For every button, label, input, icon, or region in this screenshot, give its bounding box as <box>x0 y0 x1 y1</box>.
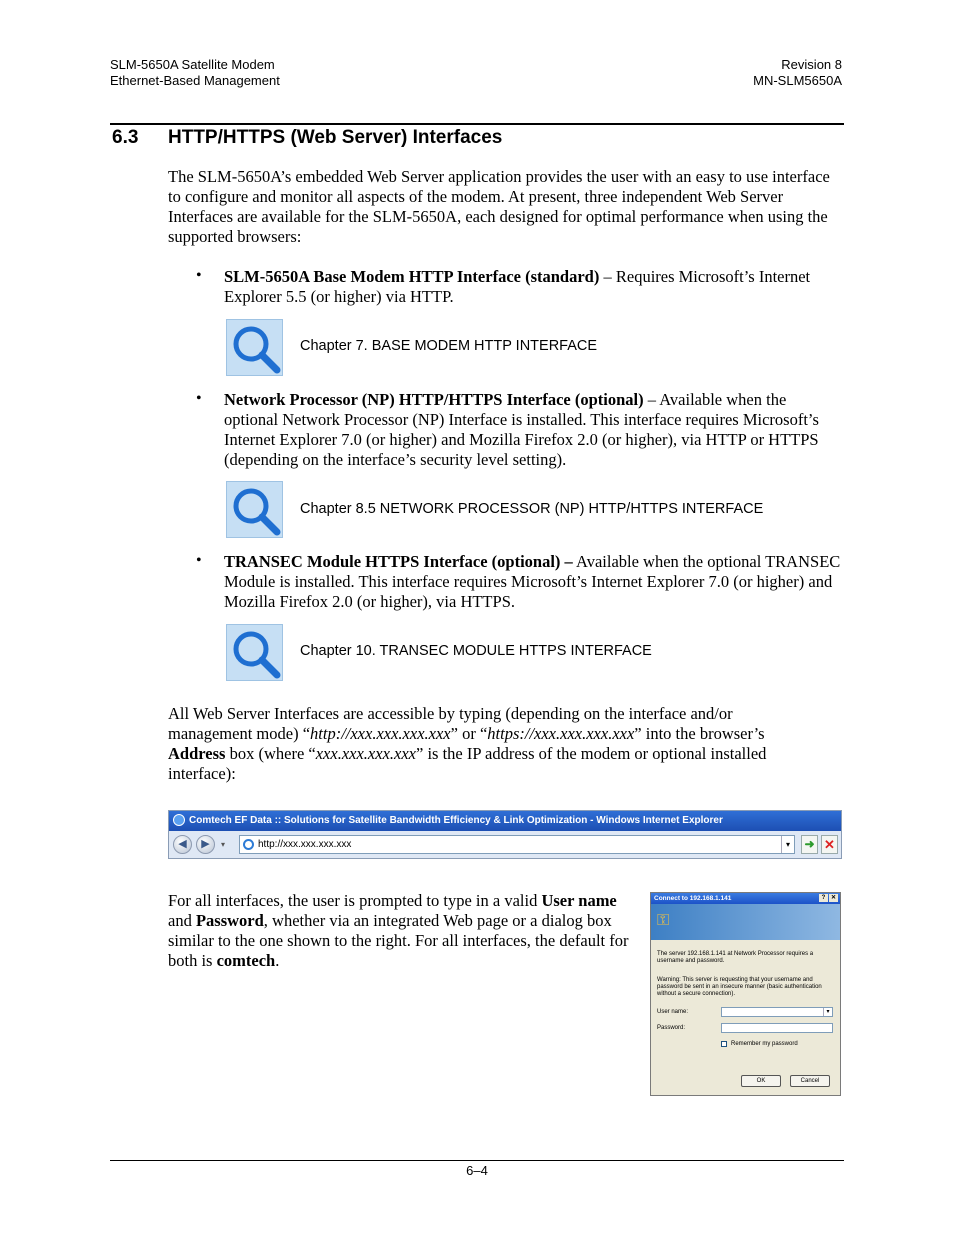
magnifier-reference-icon <box>226 319 283 376</box>
forward-arrow-icon[interactable]: ▶ <box>196 835 215 854</box>
bullet-marker: • <box>196 267 202 284</box>
stop-x-icon[interactable]: ✕ <box>821 835 838 854</box>
header-left <box>110 57 280 89</box>
bullet-item-base-modem <box>224 267 844 307</box>
text-run: All Web Server Interfaces are accessible by typing (depending on the interface and/or management mode) “ <box>168 704 733 743</box>
login-dialog-screenshot <box>650 892 841 1096</box>
ok-button[interactable]: OK <box>741 1075 781 1087</box>
back-arrow-icon[interactable]: ◀ <box>173 835 192 854</box>
browser-title-bar <box>169 811 841 831</box>
user-name-input[interactable] <box>721 1007 833 1017</box>
bullet-title: TRANSEC Module HTTPS Interface (optional) – <box>224 552 573 571</box>
section-number: 6.3 <box>112 127 139 148</box>
dialog-title: Connect to 192.168.1.141 <box>654 895 732 902</box>
bullet-item-network-processor <box>224 390 824 470</box>
keys-icon: ⚿ <box>657 912 670 929</box>
header-right <box>753 57 842 89</box>
bullet-marker: • <box>196 552 202 569</box>
text-run: , whether via an integrated Web page or a dialog box similar to the one shown to the right. For all interfaces, the default for both is <box>168 911 629 970</box>
section-title: HTTP/HTTPS (Web Server) Interfaces <box>168 127 503 148</box>
page-number: 6–4 <box>466 1163 488 1178</box>
bullet-item-transec <box>224 552 844 612</box>
close-icon[interactable]: ✕ <box>830 895 837 901</box>
remember-password-checkbox[interactable] <box>721 1041 727 1047</box>
user-name-label: User name: <box>657 1009 689 1015</box>
login-paragraph <box>168 891 630 971</box>
header-revision: Revision 8 <box>781 57 842 72</box>
address-value: http://xxx.xxx.xxx.xxx <box>258 839 352 850</box>
address-bar-input[interactable] <box>239 835 795 854</box>
bullet-marker: • <box>196 390 202 407</box>
text-run: ” is the IP address of the modem or optional installed interface): <box>168 744 767 783</box>
password-input[interactable] <box>721 1023 833 1033</box>
https-url-example: https://xxx.xxx.xxx.xxx <box>487 724 635 743</box>
history-dropdown-icon[interactable]: ▾ <box>221 840 226 849</box>
ie-logo-icon <box>173 814 185 826</box>
dialog-banner <box>651 904 840 940</box>
user-name-term: User name <box>541 891 617 910</box>
magnifier-reference-icon <box>226 624 283 681</box>
dialog-message: The server 192.168.1.141 at Network Processor requires a username and password. <box>657 951 814 964</box>
password-term: Password <box>195 911 264 930</box>
password-label: Password: <box>657 1025 686 1031</box>
browser-window-screenshot <box>168 810 842 859</box>
address-term: Address <box>168 744 226 763</box>
cancel-button[interactable]: Cancel <box>790 1075 830 1087</box>
default-credential: comtech <box>216 951 276 970</box>
magnifier-reference-icon <box>226 481 283 538</box>
go-arrow-icon[interactable]: ➜ <box>801 835 818 854</box>
text-run: For all interfaces, the user is prompted to type in a valid <box>168 891 542 910</box>
intro-paragraph: The SLM-5650A’s embedded Web Server application provides the user with an easy to use interface to configure and monitor all aspects of the modem. At present, three independent Web Server Interfaces are available for the SLM-5650A, each designed for optimal performance when using the supported browsers: <box>168 167 830 246</box>
reference-chapter-7[interactable]: Chapter 7. BASE MODEM HTTP INTERFACE <box>300 338 598 354</box>
access-paragraph <box>168 704 808 784</box>
browser-title: Comtech EF Data :: Solutions for Satellite Bandwidth Efficiency & Link Optimization - Windows Internet Explorer <box>189 815 723 826</box>
header-rule <box>110 123 844 125</box>
text-run: box (where “ <box>225 744 316 763</box>
dialog-title-bar <box>651 893 840 904</box>
header-subtitle: Ethernet-Based Management <box>110 73 280 88</box>
bullet-text: Available when the optional TRANSEC Module is installed. This interface requires Microsoft’s Internet Explorer 7.0 (or higher) and Mozilla Firefox 2.0 (or higher), via HTTPS. <box>224 552 841 611</box>
text-run: ” or “ <box>450 724 488 743</box>
bullet-text: – Requires Microsoft’s Internet Explorer 5.5 (or higher) via HTTP. <box>224 267 811 306</box>
remember-password-label: Remember my password <box>731 1041 798 1047</box>
reference-chapter-8-5[interactable]: Chapter 8.5 NETWORK PROCESSOR (NP) HTTP/HTTPS INTERFACE <box>300 501 764 517</box>
address-dropdown-icon[interactable]: ▾ <box>781 836 794 853</box>
text-run: ” into the browser’s <box>634 724 765 743</box>
chevron-down-icon[interactable]: ▾ <box>823 1008 832 1016</box>
text-run: and <box>168 911 196 930</box>
ip-placeholder: xxx.xxx.xxx.xxx <box>315 744 416 763</box>
http-url-example: http://xxx.xxx.xxx.xxx <box>310 724 451 743</box>
help-icon[interactable]: ? <box>819 894 828 902</box>
browser-toolbar <box>169 831 841 859</box>
header-product: SLM-5650A Satellite Modem <box>110 57 275 72</box>
text-run: . <box>275 951 280 970</box>
bullet-title: Network Processor (NP) HTTP/HTTPS Interface (optional) <box>224 390 644 409</box>
bullet-title: SLM-5650A Base Modem HTTP Interface (standard) <box>224 267 600 286</box>
header-manual-number: MN-SLM5650A <box>753 73 842 88</box>
bullet-text: – Available when the optional Network Processor (NP) Interface is installed. This interface requires Microsoft’s Internet Explorer 7.0 (or higher) and Mozilla Firefox 2.0 (or higher), via HTTP or HTTPS (depending on the interface’s security level setting). <box>224 390 819 469</box>
dialog-warning: Warning: This server is requesting that your username and password be sent in an insecure manner (basic authentication without a secure connection). <box>657 977 822 997</box>
footer-rule <box>110 1160 844 1161</box>
page-icon <box>243 839 254 850</box>
reference-chapter-10[interactable]: Chapter 10. TRANSEC MODULE HTTPS INTERFACE <box>300 643 652 659</box>
